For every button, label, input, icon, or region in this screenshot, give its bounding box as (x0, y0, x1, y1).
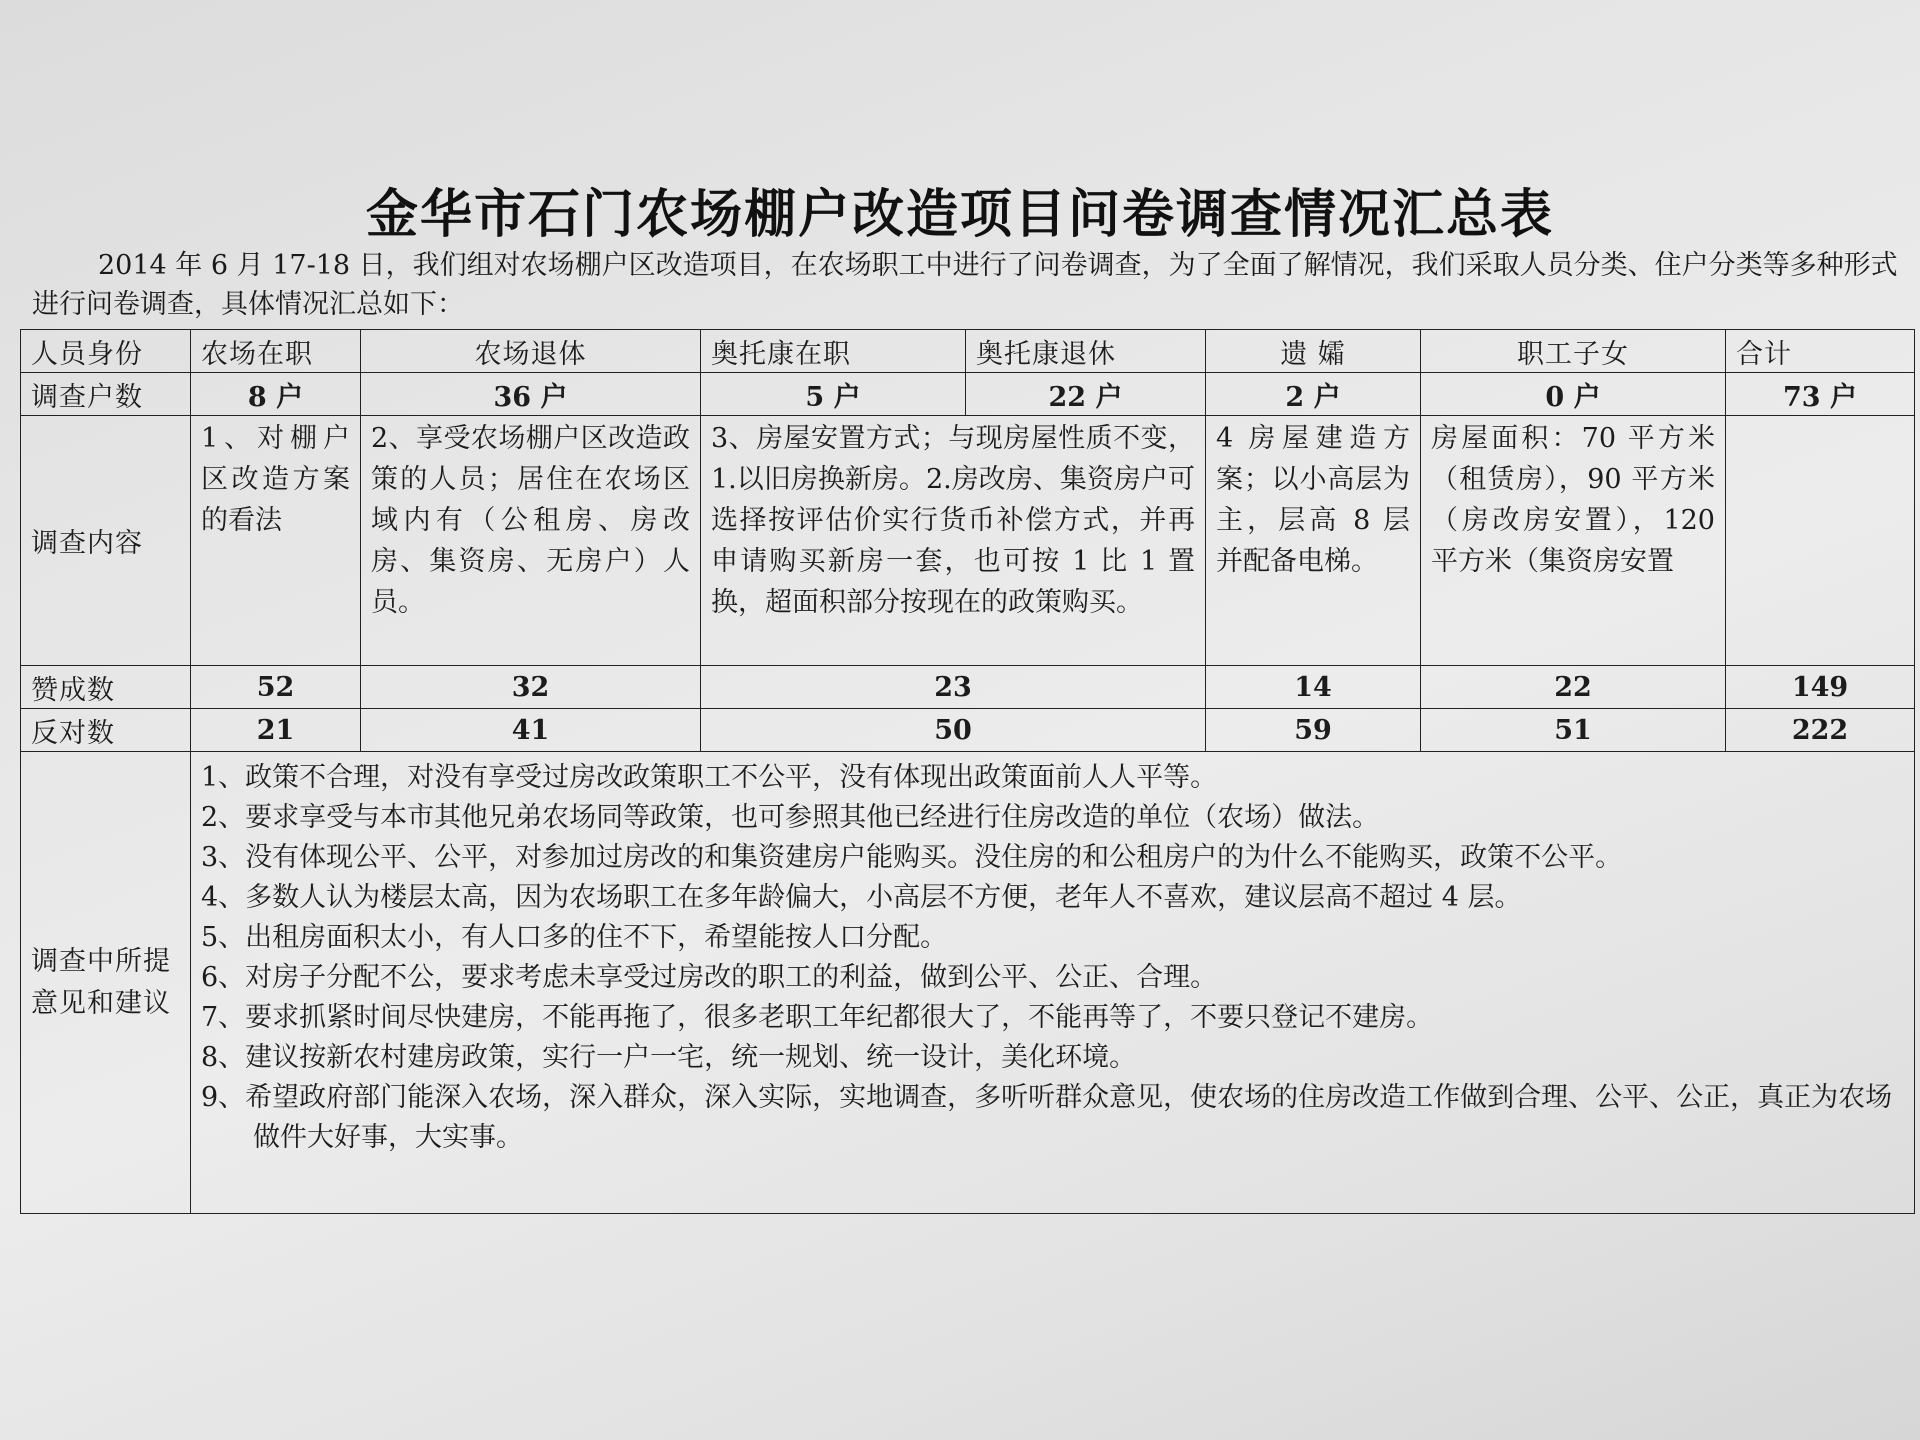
households-farm-employed: 8 户 (191, 373, 361, 416)
header-otokang-retired: 奥托康退休 (966, 330, 1206, 373)
header-total: 合计 (1726, 330, 1915, 373)
row-label-identity: 人员身份 (21, 330, 191, 373)
approve-otokang: 23 (701, 666, 1206, 709)
header-farm-employed: 农场在职 (191, 330, 361, 373)
suggestion-item: 5、出租房面积太小，有人口多的住不下，希望能按人口分配。 (201, 922, 948, 953)
households-widows: 2 户 (1206, 373, 1421, 416)
suggestion-item: 9、希望政府部门能深入农场，深入群众，深入实际，实地调查，多听听群众意见，使农场的住房改造工作做到合理、公平、公正，真正为农场做件大好事，大实事。 (201, 1082, 1893, 1153)
approve-farm-retired: 32 (361, 666, 701, 709)
content-item-1: 1、对棚户区改造方案的看法 (191, 416, 361, 666)
oppose-widows: 59 (1206, 709, 1421, 752)
approve-worker-children: 22 (1421, 666, 1726, 709)
households-otokang-employed: 5 户 (701, 373, 966, 416)
row-label-oppose: 反对数 (21, 709, 191, 752)
suggestion-item: 6、对房子分配不公，要求考虑未享受过房改的职工的利益，做到公平、公正、合理。 (201, 962, 1218, 993)
content-item-6 (1726, 416, 1915, 666)
oppose-farm-retired: 41 (361, 709, 701, 752)
households-farm-retired: 36 户 (361, 373, 701, 416)
suggestion-item: 2、要求享受与本市其他兄弟农场同等政策，也可参照其他已经进行住房改造的单位（农场）做法。 (201, 802, 1380, 833)
row-suggestions (21, 752, 1915, 1214)
suggestions-list (201, 752, 1904, 1158)
row-identity (21, 330, 1915, 373)
row-oppose (21, 709, 1915, 752)
content-item-3: 3、房屋安置方式；与现房屋性质不变，1.以旧房换新房。2.房改房、集资房户可选择按评估价实行货币补偿方式，并再申请购买新房一套，也可按 1 比 1 置换，超面积部分按现在的政策购买。 (701, 416, 1206, 666)
header-farm-retired: 农场退体 (361, 330, 701, 373)
row-content (21, 416, 1915, 666)
intro-paragraph: 2014 年 6 月 17-18 日，我们组对农场棚户区改造项目，在农场职工中进行了问卷调查，为了全面了解情况，我们采取人员分类、住户分类等多种形式进行问卷调查，具体情况汇总如下： (32, 250, 1898, 320)
header-widows: 遗 孀 (1206, 330, 1421, 373)
oppose-otokang: 50 (701, 709, 1206, 752)
households-total: 73 户 (1726, 373, 1915, 416)
oppose-total: 222 (1726, 709, 1915, 752)
oppose-worker-children: 51 (1421, 709, 1726, 752)
oppose-farm-employed: 21 (191, 709, 361, 752)
suggestion-item: 4、多数人认为楼层太高，因为农场职工在多年龄偏大，小高层不方便，老年人不喜欢，建议层高不超过 4 层。 (201, 882, 1522, 913)
survey-summary-table (20, 329, 1915, 1214)
row-label-suggestions: 调查中所提意见和建议 (21, 752, 191, 1214)
header-worker-children: 职工子女 (1421, 330, 1726, 373)
row-label-approve: 赞成数 (21, 666, 191, 709)
row-label-content: 调查内容 (21, 416, 191, 666)
households-otokang-retired: 22 户 (966, 373, 1206, 416)
suggestion-item: 1、政策不合理，对没有享受过房改政策职工不公平，没有体现出政策面前人人平等。 (201, 762, 1218, 793)
content-item-2: 2、享受农场棚户区改造政策的人员；居住在农场区域内有（公租房、房改房、集资房、无房户）人员。 (361, 416, 701, 666)
document-title: 金华市石门农场棚户改造项目问卷调查情况汇总表 (365, 185, 1554, 245)
row-approve (21, 666, 1915, 709)
row-households (21, 373, 1915, 416)
approve-total: 149 (1726, 666, 1915, 709)
suggestions-cell (191, 752, 1915, 1214)
approve-farm-employed: 52 (191, 666, 361, 709)
header-otokang-employed: 奥托康在职 (701, 330, 966, 373)
suggestion-item: 7、要求抓紧时间尽快建房，不能再拖了，很多老职工年纪都很大了，不能再等了，不要只登记不建房。 (201, 1002, 1434, 1033)
households-worker-children: 0 户 (1421, 373, 1726, 416)
approve-widows: 14 (1206, 666, 1421, 709)
content-item-5: 房屋面积：70 平方米（租赁房），90 平方米（房改房安置），120 平方米（集资房安置 (1421, 416, 1726, 666)
suggestion-item: 3、没有体现公平、公平，对参加过房改的和集资建房户能购买。没住房的和公租房户的为什么不能购买，政策不公平。 (201, 842, 1623, 873)
suggestion-item: 8、建议按新农村建房政策，实行一户一宅，统一规划、统一设计，美化环境。 (201, 1042, 1137, 1073)
content-item-4: 4 房屋建造方案；以小高层为主，层高 8 层并配备电梯。 (1206, 416, 1421, 666)
row-label-households: 调查户数 (21, 373, 191, 416)
